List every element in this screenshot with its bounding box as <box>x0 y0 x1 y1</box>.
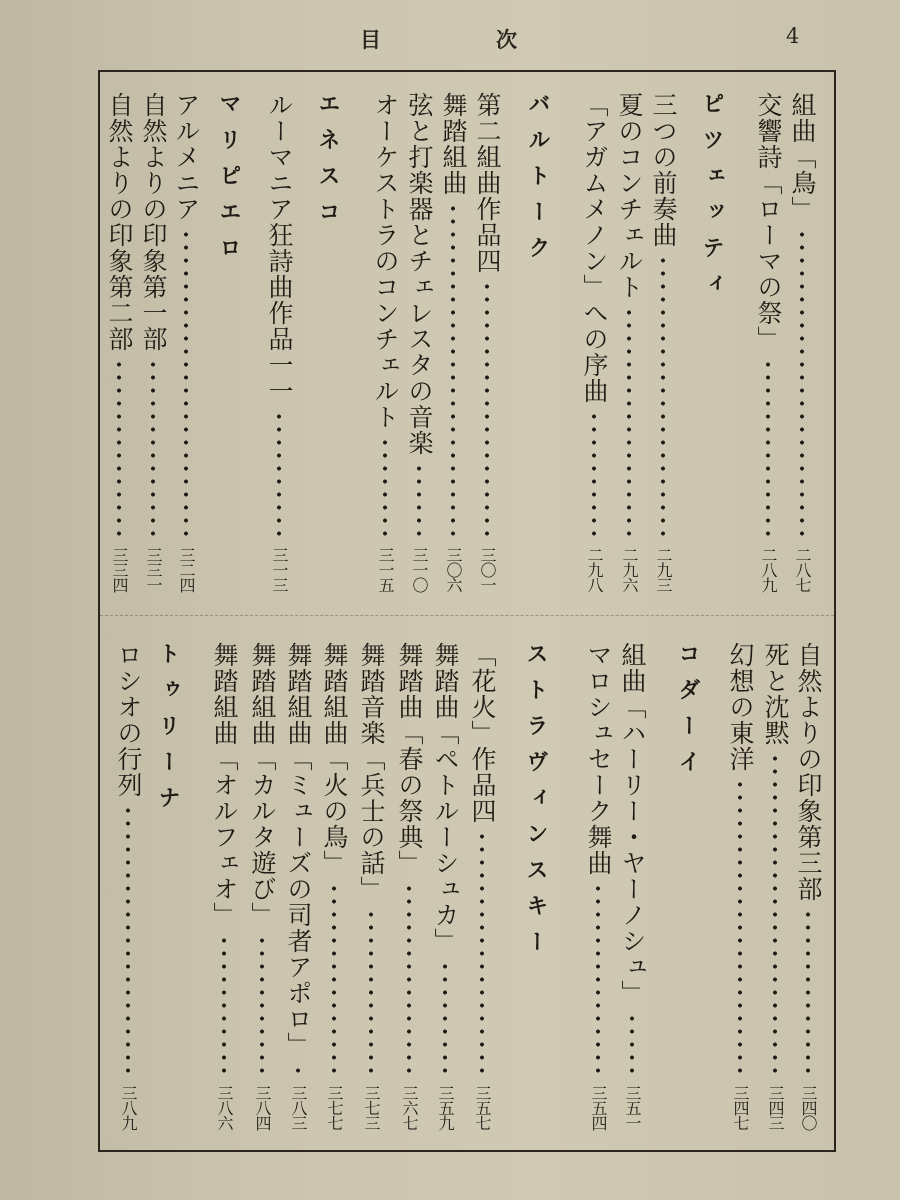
composer-heading <box>212 92 246 592</box>
entry-page-number: 三五九 <box>436 1085 455 1130</box>
entry-page-number: 二八七 <box>793 547 812 592</box>
dot-leader <box>591 410 597 541</box>
entry-page-number: 二八九 <box>759 547 778 592</box>
toc-entry <box>281 642 315 1130</box>
toc-entry <box>612 92 646 592</box>
entry-title: 舞踏組曲「火の鳥」 <box>320 642 349 876</box>
entry-title: 舞踏組曲「ミューズの司者アポロ」 <box>284 642 313 1058</box>
entry-page-number: 三一五 <box>376 547 395 592</box>
composer-name: コダーイ <box>675 642 701 786</box>
toc-entry <box>317 642 351 1130</box>
dot-leader <box>259 934 265 1079</box>
toc-entry <box>354 642 388 1130</box>
composer-heading <box>695 92 729 592</box>
entry-page-number: 三一三 <box>270 547 289 592</box>
running-head-center: 次 <box>496 27 517 52</box>
entry-page-number: 三五一 <box>623 1085 642 1130</box>
entry-title: 舞踏組曲 <box>439 92 468 196</box>
toc-entry <box>245 642 279 1130</box>
dot-leader <box>479 830 485 1079</box>
entry-page-number: 三四〇 <box>799 1085 818 1130</box>
composer-heading <box>519 642 553 1130</box>
entry-page-number: 三五七 <box>473 1085 492 1130</box>
entry-title: 舞踏音楽「兵士の話」 <box>357 642 386 902</box>
entry-page-number: 二九六 <box>620 547 639 592</box>
entry-title: 「花火」作品四 <box>468 642 497 824</box>
entry-page-number: 三一〇 <box>410 547 429 592</box>
toc-entry <box>465 642 499 1130</box>
dot-leader <box>595 882 601 1079</box>
toc-entry <box>791 642 825 1130</box>
entry-title: 組曲「鳥」 <box>788 92 817 222</box>
dot-leader <box>416 462 422 541</box>
toc-entry <box>368 92 402 592</box>
entry-page-number: 三八六 <box>215 1085 234 1130</box>
entry-title: 第二組曲作品四 <box>473 92 502 274</box>
toc-entry <box>758 642 792 1130</box>
entry-title: 自然よりの印象第三部 <box>794 642 823 902</box>
toc-entry <box>470 92 504 592</box>
composer-name: ストラヴィンスキー <box>523 642 549 966</box>
running-head-left: 目 <box>360 27 381 52</box>
dot-leader <box>221 934 227 1079</box>
composer-heading <box>671 642 705 1130</box>
dot-leader <box>368 908 374 1079</box>
entry-title: ロシオの行列 <box>114 642 143 798</box>
dot-leader <box>406 882 412 1079</box>
entry-page-number: 三〇一 <box>478 547 497 592</box>
dot-leader <box>626 306 632 541</box>
entry-page-number: 三四三 <box>766 1085 785 1130</box>
composer-heading <box>151 642 185 1130</box>
entry-page-number: 三六七 <box>400 1085 419 1130</box>
dot-leader <box>629 1012 635 1079</box>
entry-title: 死と沈黙 <box>761 642 790 746</box>
entry-page-number: 三二四 <box>177 547 196 592</box>
entry-page-number: 三四七 <box>731 1085 750 1130</box>
toc-entry <box>136 92 170 592</box>
entry-page-number: 三五四 <box>589 1085 608 1130</box>
entry-title: アルメニア <box>172 92 201 222</box>
entry-title: ルーマニア狂詩曲作品一一 <box>265 92 294 404</box>
entry-page-number: 三八四 <box>253 1085 272 1130</box>
dot-leader <box>150 358 156 541</box>
toc-entry <box>111 642 145 1130</box>
entry-title: 自然よりの印象第一部 <box>139 92 168 352</box>
entry-title: 舞踏組曲「オルフェオ」 <box>210 642 239 928</box>
entry-title: マロシュセーク舞曲 <box>584 642 613 876</box>
entry-page-number: 三七三 <box>362 1085 381 1130</box>
composer-name: バルトーク <box>525 92 551 272</box>
entry-page-number: 三三一 <box>144 547 163 592</box>
entry-page-number: 二九八 <box>585 547 604 592</box>
entry-page-number: 三七七 <box>325 1085 344 1130</box>
composer-name: トゥリーナ <box>155 642 181 822</box>
entry-title: 舞踏曲「ペトルーシュカ」 <box>431 642 460 954</box>
dot-leader <box>442 960 448 1079</box>
composer-heading <box>521 92 555 592</box>
entry-page-number: 三三四 <box>110 547 129 592</box>
entry-title: オーケストラのコンチェルト <box>371 92 400 430</box>
toc-entry <box>169 92 203 592</box>
running-head <box>0 24 900 58</box>
dot-leader <box>737 778 743 1079</box>
entry-title: 「アガムメノン」への序曲 <box>580 92 609 404</box>
dot-leader <box>805 908 811 1079</box>
entry-title: 自然よりの印象第二部 <box>105 92 134 352</box>
toc-entry <box>392 642 426 1130</box>
entry-title: 舞踏曲「春の祭典」 <box>395 642 424 876</box>
entry-page-number: 三〇六 <box>444 547 463 592</box>
entry-page-number: 三八三 <box>289 1085 308 1130</box>
toc-entry <box>436 92 470 592</box>
dot-leader <box>484 280 490 541</box>
entry-title: 夏のコンチェルト <box>615 92 644 300</box>
toc-entry <box>207 642 241 1130</box>
dot-leader <box>450 202 456 541</box>
toc-entry <box>577 92 611 592</box>
toc-entry <box>262 92 296 592</box>
dot-leader <box>660 254 666 541</box>
entry-title: 舞踏組曲「カルタ遊び」 <box>248 642 277 928</box>
composer-name: ピツェッティ <box>699 92 725 308</box>
composer-heading <box>311 92 345 592</box>
dot-leader <box>276 410 282 541</box>
dot-leader <box>772 752 778 1079</box>
dot-leader <box>183 228 189 541</box>
dot-leader <box>125 804 131 1079</box>
entry-title: 組曲「ハーリー・ヤーノシュ」 <box>618 642 647 1006</box>
toc-entry <box>646 92 680 592</box>
dot-leader <box>331 882 337 1079</box>
page-number: 4 <box>786 24 800 48</box>
toc-entry <box>751 92 785 592</box>
entry-title: 三つの前奏曲 <box>649 92 678 248</box>
toc-entry <box>102 92 136 592</box>
entry-title: 交響詩「ローマの祭」 <box>754 92 783 352</box>
entry-title: 幻想の東洋 <box>726 642 755 772</box>
toc-entry <box>723 642 757 1130</box>
composer-name: マリピエロ <box>216 92 242 272</box>
toc-entry <box>402 92 436 592</box>
toc-entry <box>581 642 615 1130</box>
entry-title: 弦と打楽器とチェレスタの音楽 <box>405 92 434 456</box>
entry-page-number: 三八九 <box>119 1085 138 1130</box>
toc-entry <box>428 642 462 1130</box>
dot-leader <box>295 1064 301 1079</box>
tier-divider <box>100 615 834 616</box>
dot-leader <box>765 358 771 541</box>
entry-page-number: 二九三 <box>654 547 673 592</box>
dot-leader <box>382 436 388 541</box>
composer-name: エネスコ <box>315 92 341 236</box>
toc-entry <box>615 642 649 1130</box>
dot-leader <box>799 228 805 541</box>
toc-entry <box>785 92 819 592</box>
dot-leader <box>116 358 122 541</box>
